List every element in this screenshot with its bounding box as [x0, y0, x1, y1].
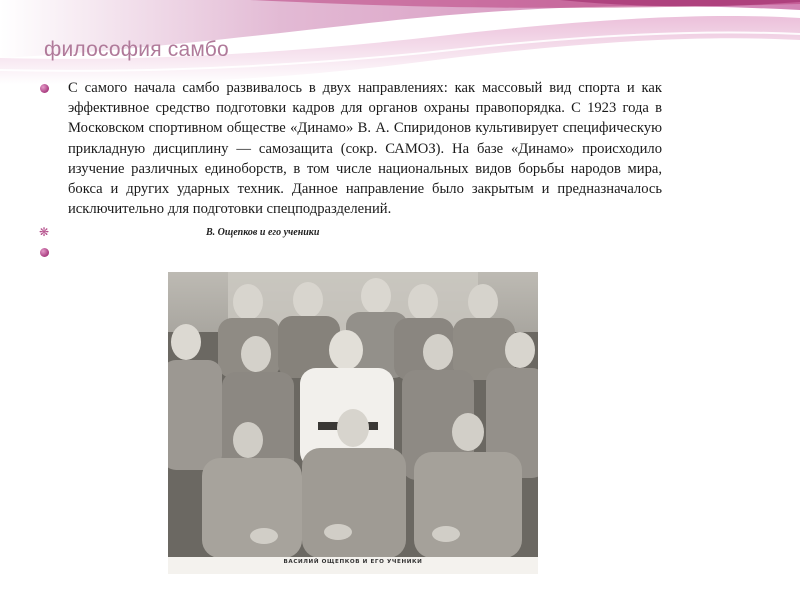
list-item-paragraph [40, 78, 662, 219]
sparkle-bullet-icon: ❋ [39, 225, 50, 240]
list-item-caption [40, 225, 662, 241]
content-list [40, 78, 662, 258]
front-row-figures [202, 409, 522, 557]
group-photo [168, 272, 538, 574]
list-item-empty [40, 242, 662, 258]
bullet-dot-icon [40, 84, 49, 93]
group-photo-image [168, 272, 538, 557]
photo-inner-caption: ВАСИЛИЙ ОЩЕПКОВ И ЕГО УЧЕНИКИ [283, 559, 423, 565]
photo-caption-label: В. Ощепков и его ученики [206, 227, 320, 239]
body-paragraph: С самого начала самбо развивалось в двух направлениях: как массовый вид спорта и как эффективное средство подготовки кадров для органов охраны правопорядка. С 1923 года в Московском спортивном обществе «Динамо» В. А. Спиридонов культивирует специфическую прикладную дисциплину — самозащита (сокр. САМОЗ). На базе «Динамо» происходило изучение различных единоборств, в том числе национальных видов борьбы народов мира, бокса и других ударных техник. Данное направление было закрытым и предназначалось исключительно для подготовки спецподразделений. [68, 80, 662, 218]
bullet-dot-icon [40, 248, 49, 257]
slide-title: философия самбо [44, 38, 229, 61]
